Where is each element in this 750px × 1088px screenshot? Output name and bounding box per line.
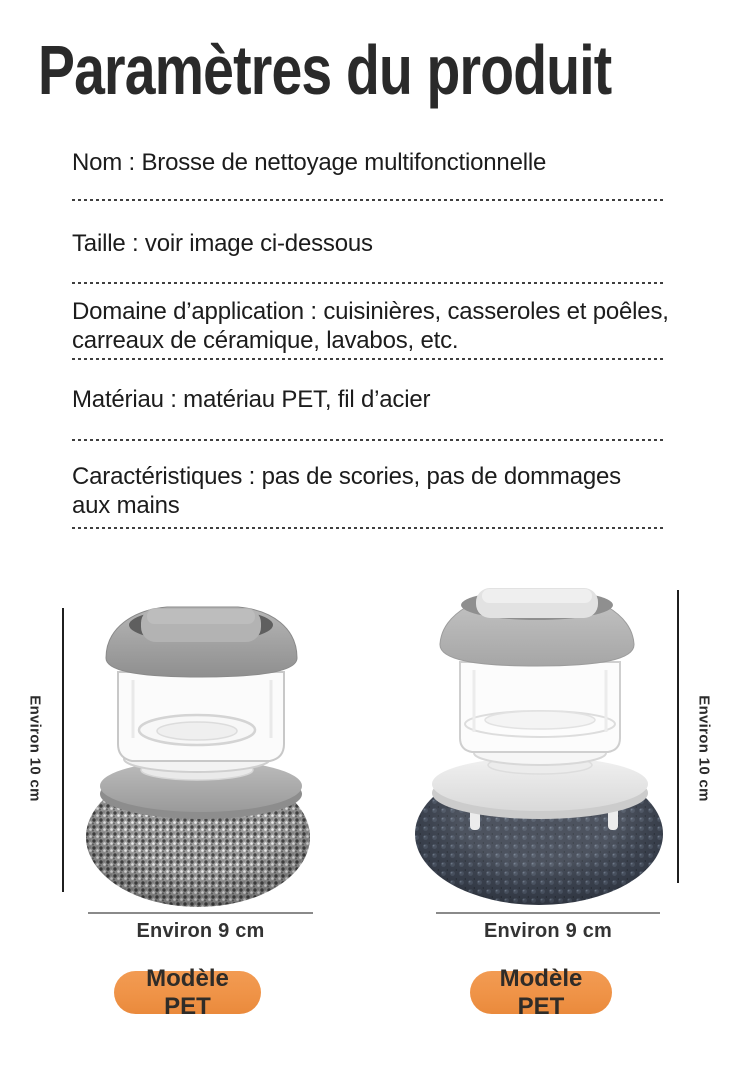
spec-line: carreaux de céramique, lavabos, etc. <box>72 327 459 354</box>
width-label-right: Environ 9 cm <box>484 920 612 942</box>
dashed-separator <box>72 358 663 360</box>
spec-row-taille <box>72 229 717 258</box>
pet-badge-left[interactable]: Modèle PET <box>114 971 261 1014</box>
page-title: Paramètres du produit <box>38 31 612 109</box>
spec-row-materiau <box>72 385 717 414</box>
width-dimension-line-left <box>88 912 313 914</box>
steel-wire-brush-photo <box>85 580 320 910</box>
dashed-separator <box>72 439 663 441</box>
height-label-right: Environ 10 cm <box>695 694 713 802</box>
height-dimension-line-left <box>62 608 64 892</box>
height-dimension-line-right <box>677 590 679 883</box>
height-label-left: Environ 10 cm <box>26 694 44 802</box>
spec-line: Domaine d’application : cuisinières, casseroles et poêles, <box>72 298 669 325</box>
spec-row-caracteristiques <box>72 462 717 520</box>
dashed-separator <box>72 527 663 529</box>
spec-line: Taille : voir image ci-dessous <box>72 230 373 257</box>
pet-badge-right[interactable]: Modèle PET <box>470 971 612 1014</box>
spec-line: Matériau : matériau PET, fil d’acier <box>72 386 431 413</box>
spec-row-nom <box>72 148 717 177</box>
spec-row-domaine <box>72 297 717 355</box>
dashed-separator <box>72 199 663 201</box>
width-dimension-line-right <box>436 912 660 914</box>
dashed-separator <box>72 282 663 284</box>
width-label-left: Environ 9 cm <box>136 920 265 942</box>
spec-line: aux mains <box>72 492 180 519</box>
spec-line: Nom : Brosse de nettoyage multifonctionnelle <box>72 149 547 176</box>
pet-brush-photo <box>412 572 672 907</box>
spec-line: Caractéristiques : pas de scories, pas de dommages <box>72 463 621 490</box>
